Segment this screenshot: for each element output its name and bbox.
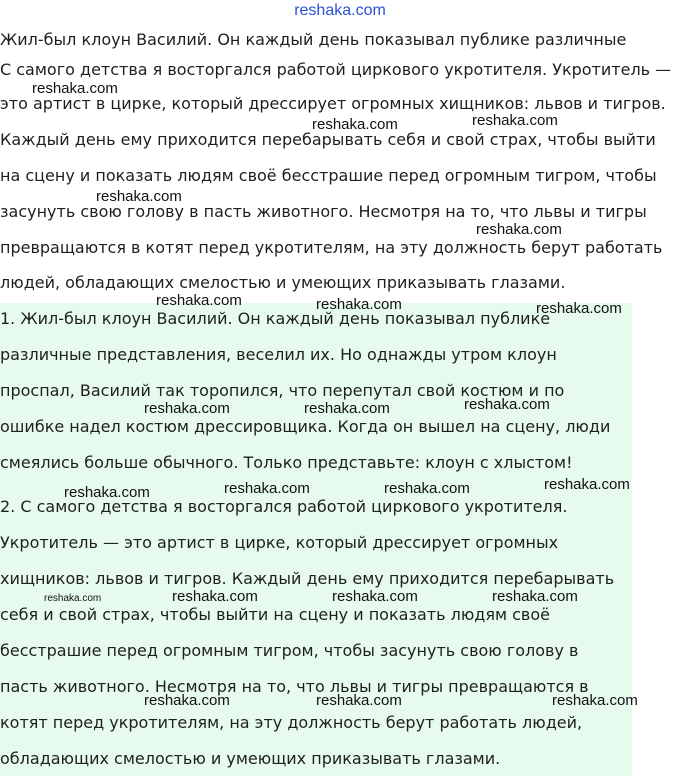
site-link[interactable]: reshaka.com [294,2,386,19]
watermark: reshaka.com [44,593,102,604]
answer-line: котят перед укротителям, на эту должность берут работать людей, [0,713,583,732]
answer-line: смеялись больше обычного. Только представьте: клоун с хлыстом! [0,453,573,472]
watermark: reshaka.com [332,588,418,605]
intro-line: превращаются в котят перед укротителям, на эту должность берут работать [0,238,663,257]
answer-line: хищников: львов и тигров. Каждый день ему приходится перебарывать [0,569,615,588]
answer-line: 2. С самого детства я восторгался работой циркового укротителя. [0,497,568,516]
watermark: reshaka.com [472,112,558,129]
answer-line: различные представления, веселил их. Но однажды утром клоун [0,345,557,364]
answer-line: пасть животного. Несмотря на то, что львы и тигры превращаются в [0,677,589,696]
intro-line: это артист в цирке, который дрессирует огромных хищников: львов и тигров. [0,94,666,113]
watermark: reshaka.com [464,396,550,413]
watermark: reshaka.com [32,80,118,97]
watermark: reshaka.com [156,292,242,309]
answer-line: проспал, Василий так торопился, что перепутал свой костюм и по [0,381,565,400]
answer-line: Укротитель — это артист в цирке, который дрессирует огромных [0,533,559,552]
answer-line: бесстрашие перед огромным тигром, чтобы засунуть свою голову в [0,641,579,660]
intro-line: засунуть свою голову в пасть животного. Несмотря на то, что львы и тигры [0,202,647,221]
watermark: reshaka.com [492,588,578,605]
watermark: reshaka.com [544,476,630,493]
watermark: reshaka.com [552,692,638,709]
intro-line: Жил-был клоун Василий. Он каждый день показывал публике различные [0,30,627,49]
answer-line: себя и свой страх, чтобы выйти на сцену и показать людям своё [0,605,550,624]
watermark: reshaka.com [224,480,310,497]
answer-line: ошибке надел костюм дрессировщика. Когда он вышел на сцену, люди [0,417,611,436]
watermark: reshaka.com [144,400,230,417]
intro-line: на сцену и показать людям своё бесстрашие перед огромным тигром, чтобы [0,166,657,185]
watermark: reshaka.com [316,692,402,709]
intro-line: Каждый день ему приходится перебарывать себя и свой страх, чтобы выйти [0,130,656,149]
answer-line: 1. Жил-был клоун Василий. Он каждый день показывал публике [0,309,551,328]
watermark: reshaka.com [144,692,230,709]
watermark: reshaka.com [312,116,398,133]
watermark: reshaka.com [172,588,258,605]
watermark: reshaka.com [304,400,390,417]
answer-line: обладающих смелостью и умеющих приказывать глазами. [0,749,501,768]
watermark: reshaka.com [316,296,402,313]
intro-line: С самого детства я восторгался работой циркового укротителя. Укротитель — [0,60,672,79]
intro-line: людей, обладающих смелостью и умеющих приказывать глазами. [0,273,566,292]
watermark: reshaka.com [536,300,622,317]
watermark: reshaka.com [384,480,470,497]
watermark: reshaka.com [96,188,182,205]
watermark: reshaka.com [64,484,150,501]
watermark: reshaka.com [476,221,562,238]
